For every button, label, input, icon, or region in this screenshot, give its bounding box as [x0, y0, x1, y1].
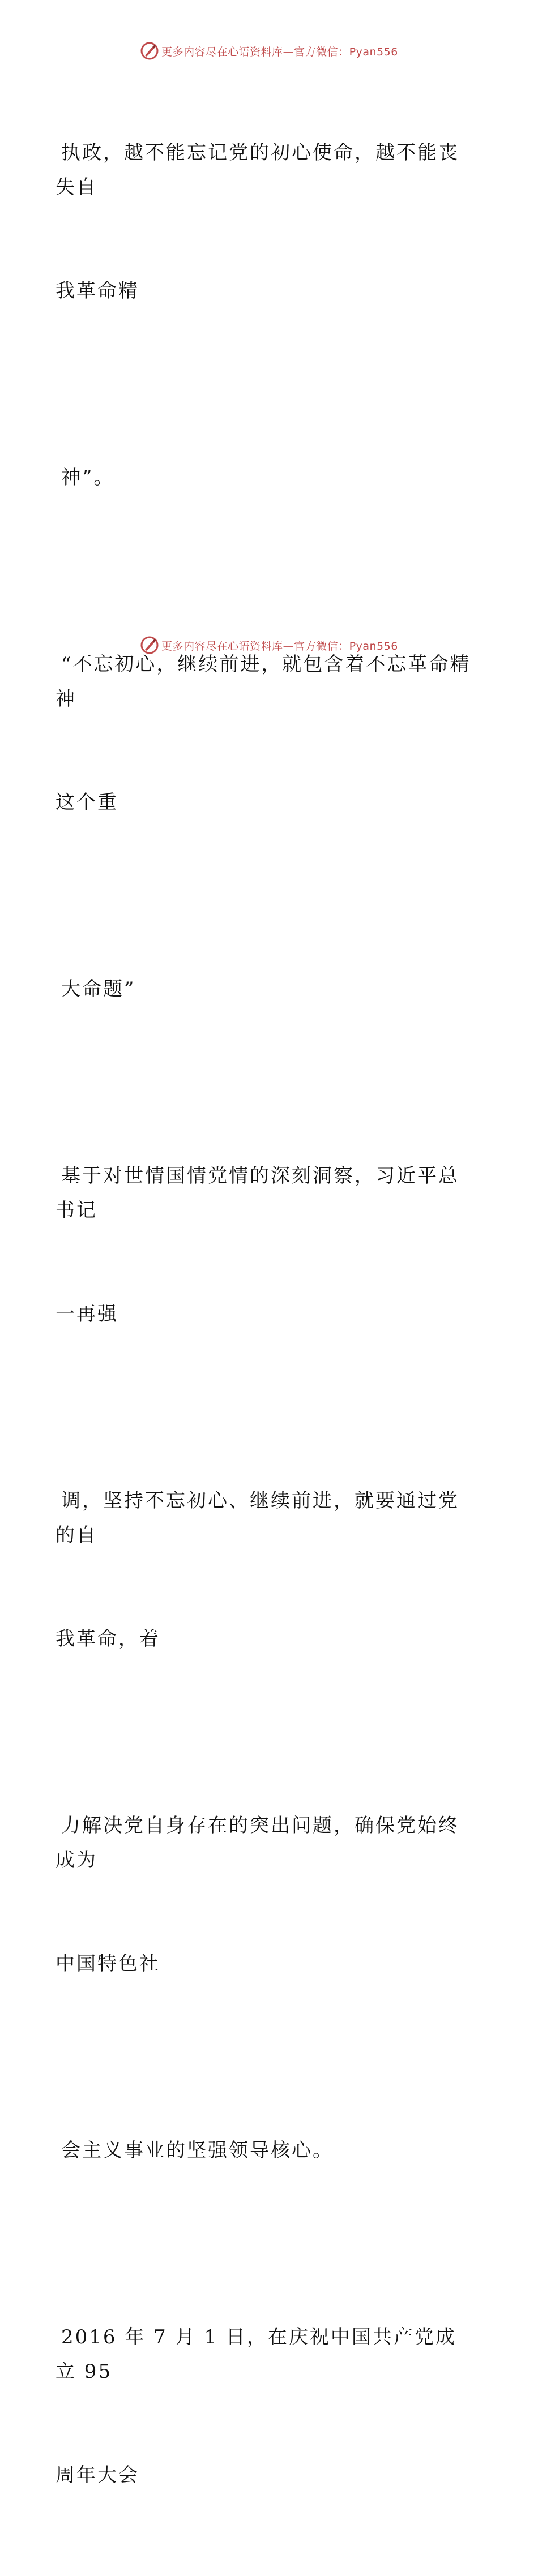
paragraph [55, 578, 475, 889]
header-banner-text: 更多内容尽在心语资料库—官方微信：Pyan556 [161, 45, 398, 58]
text-line: “不忘初心，继续前进，就包含着不忘革命精神 [55, 653, 471, 710]
text-line: 神”。 [61, 466, 115, 489]
paragraph [55, 1740, 475, 2050]
paragraph [55, 1415, 475, 1725]
paragraph [55, 903, 475, 1076]
text-line: 大命题” [61, 978, 136, 1001]
text-line: 这个重 [55, 791, 118, 814]
text-line: 2016 年 7 月 1 日，在庆祝中国共产党成立 95 [55, 2326, 456, 2383]
document-body [55, 67, 475, 2576]
footer-banner-text: 更多内容尽在心语资料库—官方微信：Pyan556 [161, 639, 398, 652]
paragraph [55, 2251, 475, 2562]
text-line: 基于对世情国情党情的深刻洞察，习近平总书记 [55, 1165, 459, 1222]
text-line: 周年大会 [55, 2464, 139, 2487]
text-line: 一再强 [55, 1303, 118, 1325]
text-line: 中国特色社 [55, 1952, 160, 1975]
paragraph [55, 392, 475, 564]
pen-logo-icon [140, 636, 159, 655]
text-line: 我革命，着 [55, 1628, 160, 1650]
paragraph [55, 67, 475, 377]
text-line: 会主义事业的坚强领导核心。 [61, 2139, 334, 2162]
footer-banner [0, 634, 538, 656]
pen-logo-icon [140, 41, 159, 61]
header-banner [0, 40, 538, 62]
text-line: 力解决党自身存在的突出问题，确保党始终成为 [55, 1814, 459, 1871]
text-line: 我革命精 [55, 280, 139, 302]
text-line: 执政，越不能忘记党的初心使命，越不能丧失自 [55, 141, 459, 199]
paragraph [55, 2064, 475, 2237]
paragraph [55, 1090, 475, 1401]
text-line: 调，坚持不忘初心、继续前进，就要通过党的自 [55, 1489, 459, 1547]
